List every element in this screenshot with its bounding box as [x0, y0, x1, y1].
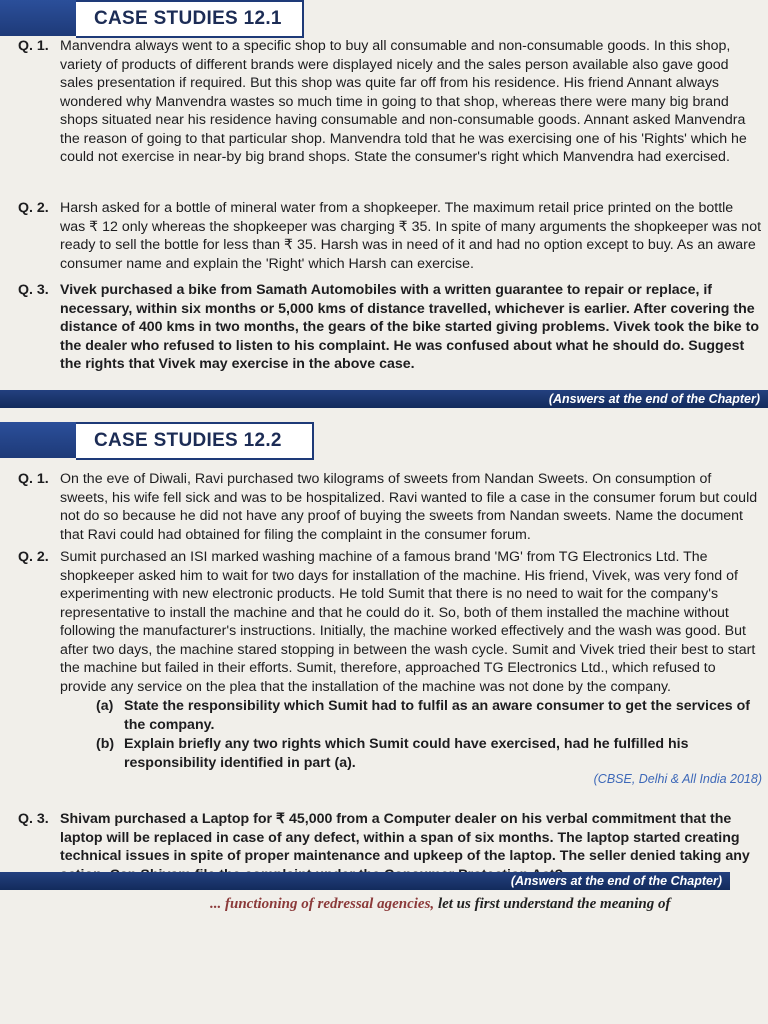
question-text: Manvendra always went to a specific shop to buy all consumable and non-consumable goods. In this shop, variety of products of different brands were displayed nicely and the sales person available also gave good sales presentation if required. But this shop was quite far off from his residence. His friend Annant always wondered why Manvendra wastes so much time in going to that shop, whereas there were many big brand shops situated near his residence having consumable and non-consumable goods. Annant asked Manvendra the reason of going to that particular shop. Manvendra told that he was exercising one of his 'Rights' which he could not exercise in near-by big brand shops. State the consumer's right which Manvendra had exercised. [60, 38, 747, 165]
question-number: Q. 2. [18, 549, 49, 565]
question-number: Q. 3. [18, 282, 49, 298]
question-number: Q. 1. [18, 38, 49, 54]
fragment-prefix: ... functioning of redressal agencies, [210, 896, 435, 912]
header-accent-bar [0, 422, 78, 458]
question-number: Q. 3. [18, 811, 49, 827]
question-text: On the eve of Diwali, Ravi purchased two kilograms of sweets from Nandan Sweets. On consumption of sweets, his wife fell sick and was to be hospitalized. Ravi wanted to file a case in the consumer forum but could not do so because he did not have any proof of buying the sweets from Nandan sweets. Name the document that Ravi could had obtained for filing the complaint in the consumer forum. [60, 471, 758, 543]
fragment-main: let us first understand the meaning of [437, 896, 671, 912]
sub-label: (a) [96, 698, 114, 714]
question-item [18, 281, 762, 374]
sub-text: State the responsibility which Sumit had to fulfil as an aware consumer to get the services of the company. [124, 698, 750, 733]
sub-question-b [96, 735, 762, 772]
section-title: CASE STUDIES 12.1 [76, 0, 304, 38]
answers-note-bar: (Answers at the end of the Chapter) [0, 872, 730, 890]
question-text: Vivek purchased a bike from Samath Automobiles with a written guarantee to repair or replace, if necessary, within six months or 5,000 kms of distance travelled, whichever is earlier. After covering the distance of 400 kms in two months, the gears of the bike started giving problems. Vivek took the bike to the dealer who refused to listen to his complaint. He was confused about what he should do. Suggest the rights that Vivek may exercise in the above case. [60, 282, 760, 372]
sub-label: (b) [96, 736, 115, 752]
question-number: Q. 1. [18, 471, 49, 487]
sub-text: Explain briefly any two rights which Sumit could have exercised, had he fulfilled his responsibility identified in part (a). [124, 736, 689, 771]
header-accent-bar [0, 0, 78, 36]
exam-citation: (CBSE, Delhi & All India 2018) [593, 772, 762, 786]
question-item [18, 470, 762, 544]
question-number: Q. 2. [18, 200, 49, 216]
sub-questions [96, 697, 762, 789]
question-text: Shivam purchased a Laptop for ₹ 45,000 from a Computer dealer on his verbal commitment that the laptop will be replaced in case of any defect, within a span of six months. The laptop started creating technical issues in spite of proper maintenance and upkeep of the laptop. The seller denied taking any [60, 811, 750, 864]
answers-note-bar: (Answers at the end of the Chapter) [0, 390, 768, 408]
question-text: Sumit purchased an ISI marked washing machine of a famous brand 'MG' from TG Electronics Ltd. The shopkeeper asked him to wait for two days for installation of the machine. His friend, Vivek, was very fond of experimenting with new electronic products. He told Sumit that there is no need to wait for the company's representative to install the machine and that he could do it. So, both of them installed the machine without following the manufacturer's instructions. Initially, the machine worked effectively and the wash was good. But after two days, the machine stared stopping in between the wash cycle. Sumit and Vivek tried their best to start the machine but failed in their efforts. Sumit, therefore, approached TG Electronics Ltd., which refused to provide any service on the plea that the installation of the machine was not done by the company. [60, 549, 756, 695]
sub-question-a [96, 697, 762, 734]
question-item [18, 37, 762, 167]
question-text: Harsh asked for a bottle of mineral water from a shopkeeper. The maximum retail price printed on the bottle was ₹ 12 only whereas the shopkeeper was charging ₹ 35. In spite of many arguments the shopkeeper was not ready to sell the bottle for less than ₹ 35. Harsh was in need of it and had no option except to buy. As an aware consumer name and explain the 'Right' which Harsh can exercise. [60, 200, 762, 272]
question-item [18, 199, 762, 273]
section-title: CASE STUDIES 12.2 [76, 422, 314, 460]
body-text-fragment [210, 896, 670, 913]
question-item [18, 548, 762, 789]
